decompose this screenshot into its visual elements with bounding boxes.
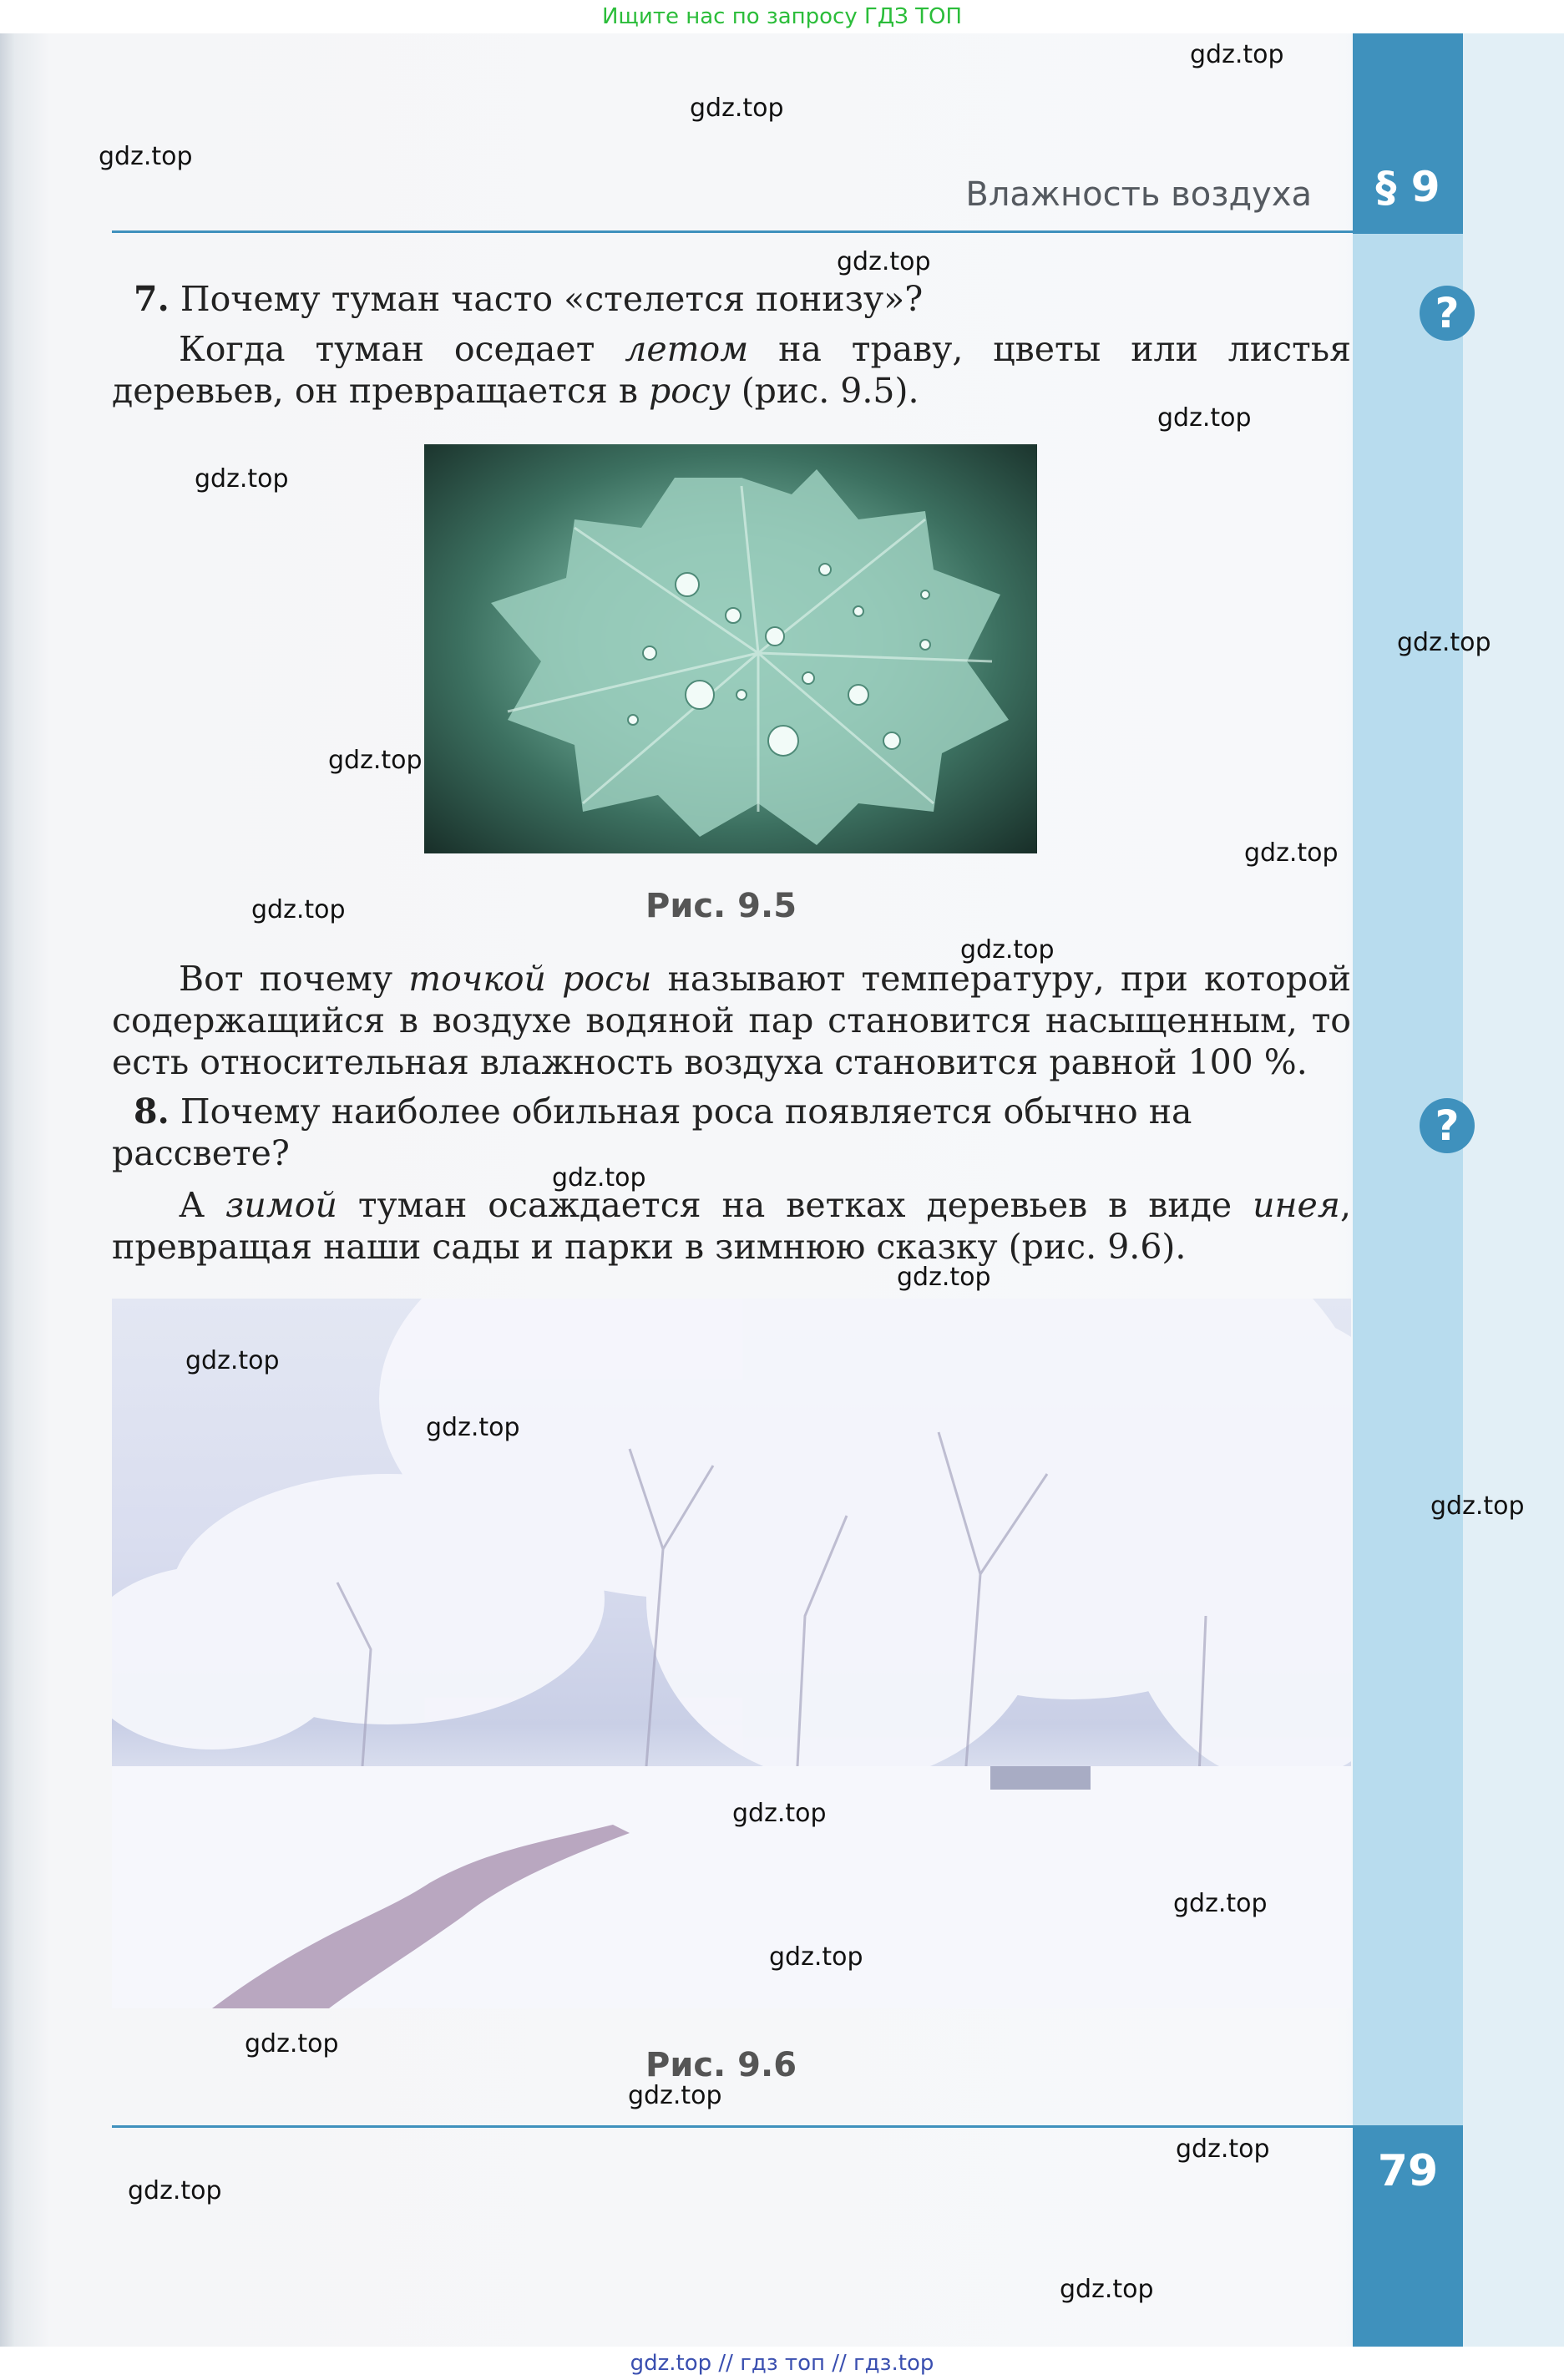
italic-term: росу <box>648 371 731 411</box>
text-run: (рис. 9.5). <box>730 371 919 411</box>
text-run: А <box>179 1185 226 1225</box>
italic-term: точкой росы <box>408 959 652 999</box>
watermark-link[interactable]: gdz.top <box>690 94 784 123</box>
text-run: на траву, цветы или листья деревьев, он превращается в <box>112 329 1351 411</box>
top-banner[interactable]: Ищите нас по запросу ГДЗ ТОП <box>0 0 1564 33</box>
frosted-trees-illustration <box>112 1299 1351 2008</box>
watermark-link[interactable]: gdz.top <box>960 935 1055 965</box>
text-run: Вот почему <box>179 959 409 999</box>
question-7 <box>112 278 1351 320</box>
paragraph-frost <box>112 1184 1351 1268</box>
bottom-banner[interactable]: gdz.top // гдз топ // гдз.top <box>0 2347 1564 2380</box>
watermark-link[interactable]: gdz.top <box>426 1413 520 1442</box>
italic-term: зимой <box>225 1185 337 1225</box>
watermark-link[interactable]: gdz.top <box>552 1163 646 1193</box>
paragraph-dew-point <box>112 958 1351 1083</box>
watermark-link[interactable]: gdz.top <box>1244 838 1339 868</box>
italic-term: летом <box>625 329 749 369</box>
watermark-link[interactable]: gdz.top <box>1060 2275 1154 2304</box>
text-run: Когда туман оседает <box>179 329 625 369</box>
watermark-link[interactable]: gdz.top <box>1397 628 1491 657</box>
watermark-link[interactable]: gdz.top <box>732 1799 827 1828</box>
question-number: 8. <box>134 1091 170 1132</box>
watermark-link[interactable]: gdz.top <box>1176 2134 1270 2164</box>
figure-9-6-caption: Рис. 9.6 <box>645 2046 797 2084</box>
italic-term: инея <box>1253 1185 1340 1225</box>
question-text: Почему туман часто «стелется понизу»? <box>180 279 924 319</box>
footer-divider <box>112 2125 1353 2128</box>
watermark-link[interactable]: gdz.top <box>185 1346 280 1375</box>
page-number: 79 <box>1377 2146 1439 2196</box>
watermark-link[interactable]: gdz.top <box>897 1263 991 1292</box>
text-run: туман осаждается на ветках деревьев в виде <box>337 1185 1253 1225</box>
paragraph-dew <box>112 328 1351 412</box>
watermark-link[interactable]: gdz.top <box>1190 40 1284 69</box>
question-number: 7. <box>134 279 170 319</box>
section-number: § 9 <box>1375 163 1440 211</box>
text-run: , превращая наши сады и парки в зимнюю сказку (рис. 9.6). <box>112 1185 1351 1267</box>
watermark-link[interactable]: gdz.top <box>769 1942 863 1972</box>
watermark-link[interactable]: gdz.top <box>628 2081 722 2110</box>
watermark-link[interactable]: gdz.top <box>195 464 289 494</box>
watermark-link[interactable]: gdz.top <box>1173 1889 1268 1918</box>
watermark-link[interactable]: gdz.top <box>1157 403 1252 433</box>
watermark-link[interactable]: gdz.top <box>128 2176 222 2205</box>
watermark-link[interactable]: gdz.top <box>328 746 423 775</box>
watermark-link[interactable]: gdz.top <box>1430 1491 1525 1521</box>
watermark-link[interactable]: gdz.top <box>99 142 193 171</box>
header-divider <box>112 230 1353 233</box>
text-run: называют температуру, при которой содержащийся в воздухе водяной пар становится насыщенным, то есть относительная влажность воздуха становится равной 100 %. <box>112 959 1351 1082</box>
question-8 <box>112 1091 1351 1174</box>
figure-9-5-leaf-photo <box>424 444 1037 853</box>
watermark-link[interactable]: gdz.top <box>245 2029 339 2058</box>
leaf-with-dew-illustration <box>424 444 1037 853</box>
question-icon: ? <box>1420 286 1475 341</box>
figure-9-6-winter-photo <box>112 1299 1351 2008</box>
figure-9-5-caption: Рис. 9.5 <box>645 887 797 925</box>
watermark-link[interactable]: gdz.top <box>251 895 346 924</box>
chapter-title: Влажность воздуха <box>965 175 1312 214</box>
question-icon: ? <box>1420 1098 1475 1153</box>
question-text: Почему наиболее обильная роса появляется обычно на рассвете? <box>112 1091 1192 1173</box>
side-tab-strip <box>1353 33 1463 2347</box>
watermark-link[interactable]: gdz.top <box>837 247 931 276</box>
